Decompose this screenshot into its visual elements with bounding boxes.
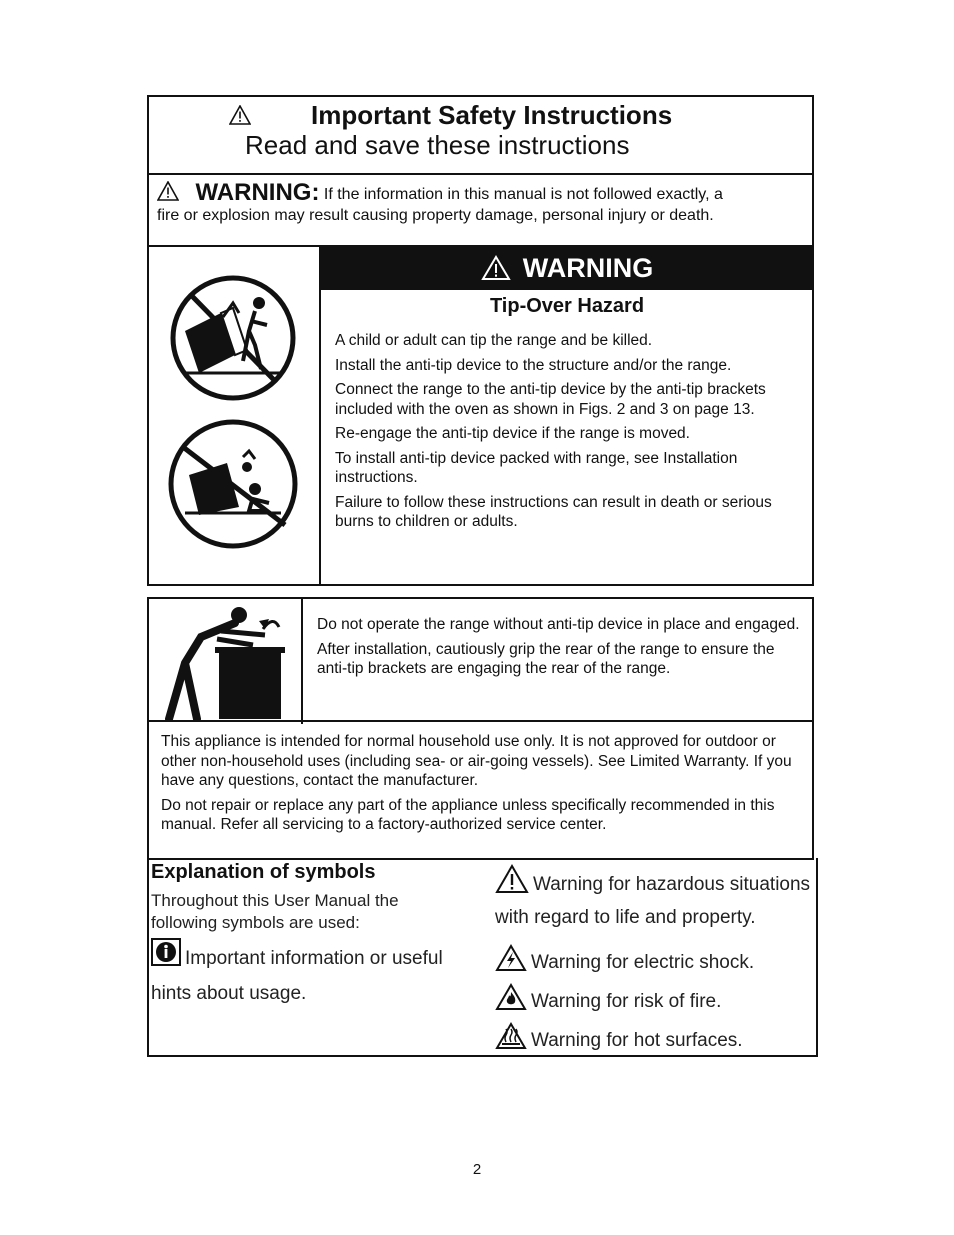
page-title: Important Safety Instructions [311,100,673,130]
warning-banner-label: WARNING [522,253,654,283]
list-item: This appliance is intended for normal household use only. It is not approved for outdoor or other non-household uses (including sea- or air-going vessels). See Limited Warranty. If you have any questions, contact the manufacturer. [161,733,792,789]
hazard-symbol-text: Warning for hazardous situations [533,874,811,895]
list-item: Install the anti-tip device to the structure and/or the range. [335,356,732,374]
hazard-symbol-text-line2: with regard to life and property. [495,907,756,928]
hot-surface-icon [495,1022,527,1050]
tip-over-adult-pictogram-icon [163,417,303,552]
fire-icon [495,983,527,1011]
list-item: Failure to follow these instructions can result in death or serious burns to children or adults. [335,493,772,530]
safety-header [147,95,814,175]
panel-divider [301,599,303,724]
warning-text-line2: fire or explosion may result causing property damage, personal injury or death. [157,207,714,224]
anti-tip-check-panel [147,597,814,722]
anti-tip-instructions [317,615,807,684]
hot-symbol-text: Warning for hot surfaces. [531,1030,743,1051]
warning-triangle-icon [229,105,251,130]
hazard-warning-icon [495,864,529,894]
warning-banner [320,245,814,290]
page-number: 2 [472,1161,482,1178]
fire-symbol-text: Warning for risk of fire. [531,991,722,1012]
warning-triangle-icon [481,255,511,281]
list-item: Connect the range to the anti-tip device by the anti-tip brackets included with the oven as shown in Figs. 2 and 3 on page 13. [335,381,766,418]
electric-shock-icon [495,944,527,972]
symbols-explanation [147,858,818,1057]
person-gripping-range-icon [161,603,291,721]
tip-over-panel [147,245,814,586]
list-item: To install anti-tip device packed with range, see Installation instructions. [335,449,738,486]
list-item: Re-engage the anti-tip device if the range is moved. [335,425,690,442]
list-item: Do not repair or replace any part of the appliance unless specifically recommended in this manual. Refer all servicing to a factory-authorized service center. [161,796,775,833]
warning-triangle-icon [157,186,183,203]
symbols-intro: Throughout this User Manual the following symbols are used: [151,891,399,932]
warning-label: WARNING: [195,179,320,206]
tip-over-child-pictogram-icon [163,273,303,403]
symbols-heading: Explanation of symbols [151,861,376,883]
info-symbol-text: Important information or useful hints about usage. [151,948,443,1004]
warning-bar [147,175,814,247]
electric-symbol-text: Warning for electric shock. [531,952,755,973]
info-icon [151,938,181,966]
household-use-panel [147,720,814,860]
warning-text-line1: If the information in this manual is not followed exactly, a [323,186,723,203]
list-item: Do not operate the range without anti-tip device in place and engaged. [317,616,800,633]
household-instructions [161,732,801,840]
list-item: A child or adult can tip the range and be killed. [335,332,653,349]
hazard-heading: Tip-Over Hazard [489,295,645,317]
tip-over-instructions [335,331,805,537]
page-subtitle: Read and save these instructions [245,130,630,160]
list-item: After installation, cautiously grip the rear of the range to ensure the anti-tip brackets are engaging the rear of the range. [317,640,775,677]
